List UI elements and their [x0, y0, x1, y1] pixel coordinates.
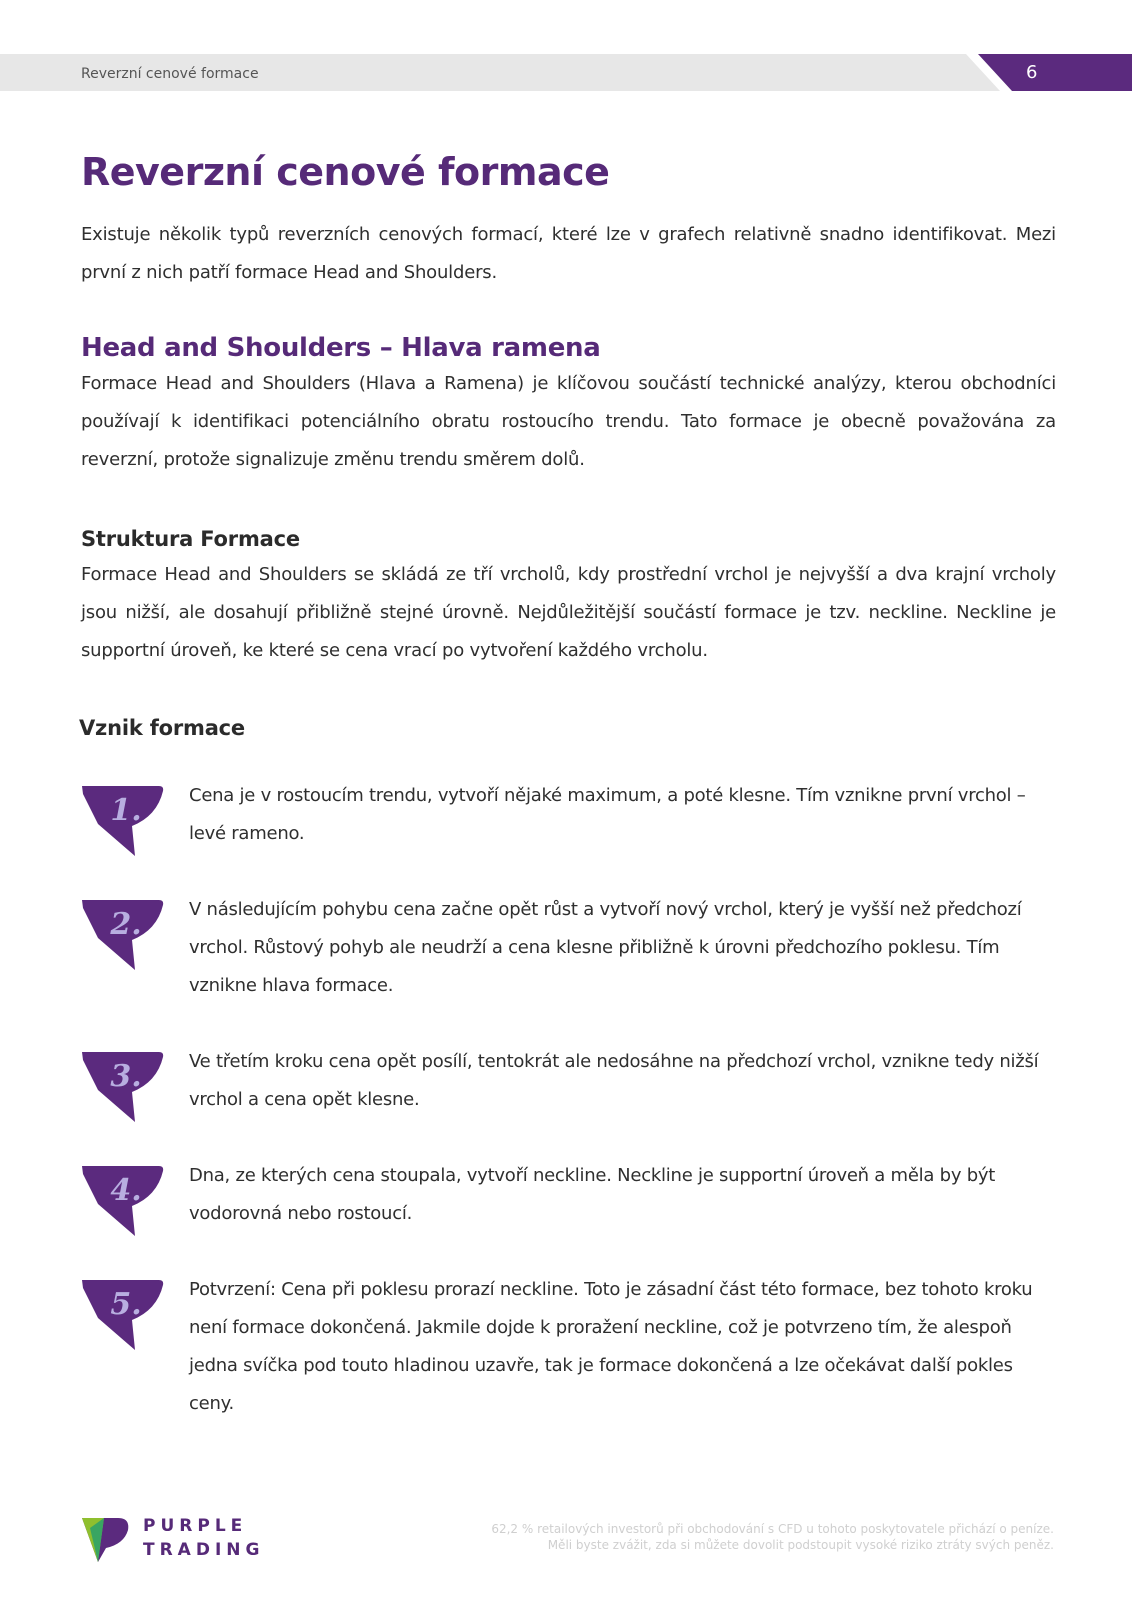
- page-number-tab: [978, 54, 1132, 91]
- page-title: Reverzní cenové formace: [81, 150, 610, 194]
- step-3-text: Ve třetím kroku cena opět posílí, tentokrát ale nedosáhne na předchozí vrchol, vznikne tedy nižší vrchol a cena opět klesne.: [189, 1051, 1039, 1110]
- step-4-badge-icon: [80, 1166, 164, 1236]
- origin-heading: Vznik formace: [79, 716, 245, 740]
- disclaimer-line-2: Měli byste zvážit, zda si můžete dovolit podstoupit vysoké riziko ztráty svých peněz.: [547, 1538, 1054, 1552]
- purple-trading-logo-icon: [82, 1518, 130, 1562]
- step-3-badge-icon: [80, 1052, 164, 1122]
- step-2-text: V následujícím pohybu cena začne opět růst a vytvoří nový vrchol, který je vyšší než předchozí vrchol. Růstový pohyb ale neudrží a cena klesne přibližně k úrovni předchozího poklesu. Tím vznikne hlava formace.: [189, 899, 1022, 996]
- logo-text-trading: TRADING: [143, 1540, 265, 1560]
- step-2-number: 2.: [110, 907, 142, 942]
- step-4-number: 4.: [110, 1173, 142, 1208]
- step-5-text: Potvrzení: Cena při poklesu prorazí neckline. Toto je zásadní část této formace, bez tohoto kroku není formace dokončená. Jakmile dojde k proražení neckline, což je potvrzeno tím, že alespoň jedna svíčka pod touto hladinou uzavře, tak je formace dokončená a lze očekávat další pokles ceny.: [189, 1279, 1033, 1414]
- step-4-text: Dna, ze kterých cena stoupala, vytvoří neckline. Neckline je supportní úroveň a měla by být vodorovná nebo rostoucí.: [189, 1165, 996, 1224]
- step-5-number: 5.: [110, 1287, 142, 1322]
- step-2-badge-icon: [80, 900, 164, 970]
- structure-heading: Struktura Formace: [81, 527, 300, 551]
- intro-paragraph: Existuje několik typů reverzních cenových formací, které lze v grafech relativně snadno identifikovat. Mezi první z nich patří formace Head and Shoulders.: [81, 224, 1056, 283]
- page-number: 6: [1026, 62, 1038, 83]
- structure-paragraph: Formace Head and Shoulders se skládá ze tří vrcholů, kdy prostřední vrchol je nejvyšší a dva krajní vrcholy jsou nižší, ale dosahují přibližně stejné úrovně. Nejdůležitější součástí formace je tzv. neckline. Neckline je supportní úroveň, ke které se cena vrací po vytvoření každého vrcholu.: [81, 564, 1056, 661]
- section-heading: Head and Shoulders – Hlava ramena: [81, 333, 601, 363]
- step-1-number: 1.: [110, 793, 142, 828]
- disclaimer-line-1: 62,2 % retailových investorů při obchodování s CFD u tohoto poskytovatele přichází o peníze.: [491, 1522, 1054, 1536]
- step-1-badge-icon: [80, 786, 164, 856]
- step-3-number: 3.: [110, 1059, 142, 1094]
- section-paragraph: Formace Head and Shoulders (Hlava a Ramena) je klíčovou součástí technické analýzy, kterou obchodníci používají k identifikaci potenciálního obratu rostoucího trendu. Tato formace je obecně považována za reverzní, protože signalizuje změnu trendu směrem dolů.: [81, 373, 1056, 470]
- header-section-title: Reverzní cenové formace: [81, 66, 259, 82]
- step-5-badge-icon: [80, 1280, 164, 1350]
- logo-text-purple: PURPLE: [143, 1516, 248, 1536]
- step-1-text: Cena je v rostoucím trendu, vytvoří nějaké maximum, a poté klesne. Tím vznikne první vrchol – levé rameno.: [189, 785, 1026, 844]
